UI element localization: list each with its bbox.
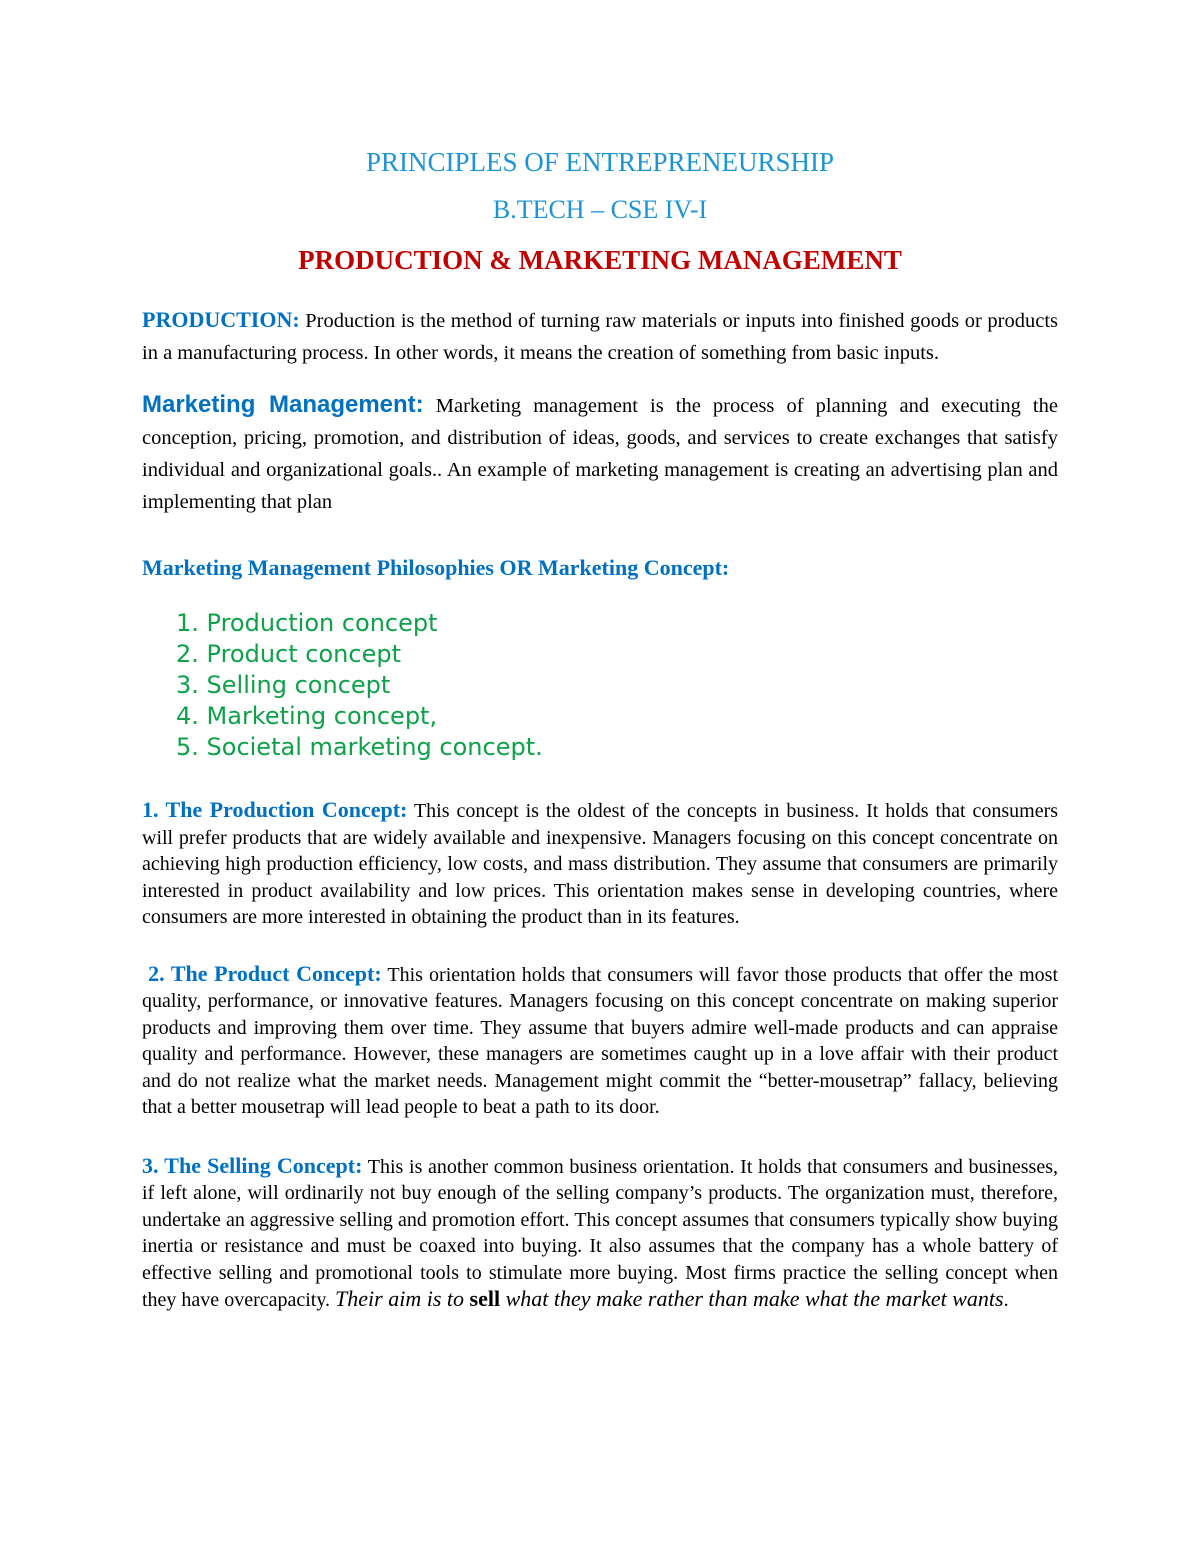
production-paragraph — [142, 304, 1058, 369]
production-concept-text: This concept is the oldest of the concepts in business. It holds that consumers will prefer products that are widely available and inexpensive. Managers focusing on this concept concentrate on achieving high production efficiency, low costs, and mass distribution. They assume that consumers are primarily interested in product availability and low prices. This orientation makes sense in developing countries, where consumers are more interested in obtaining the product than in its features. — [142, 800, 1059, 928]
concepts-list — [142, 608, 1058, 763]
list-item: 1. Production concept — [176, 609, 438, 637]
document-page — [142, 140, 1058, 1314]
marketing-management-label: Marketing Management: — [142, 391, 424, 418]
product-concept-label: 2. The Product Concept: — [148, 960, 382, 986]
selling-concept-label: 3. The Selling Concept: — [142, 1152, 363, 1178]
document-title: PRINCIPLES OF ENTREPRENEURSHIP — [365, 147, 835, 177]
selling-concept-text: This is another common business orientation. It holds that consumers and businesses, if left alone, will ordinarily not buy enough of the selling company’s products. The organization must, therefore, undertake an aggressive selling and promotion effort. This concept assumes that consumers typically show buying inertia or resistance and must be coaxed into buying. It also assumes that the company has a whole battery of effective selling and promotional tools to stimulate more buying. Most firms practice the selling concept when they have overcapacity. — [142, 1155, 1059, 1311]
philosophies-heading: Marketing Management Philosophies OR Marketing Concept: — [142, 555, 730, 580]
document-subtitle: B.TECH – CSE IV-I — [492, 195, 708, 224]
list-item: 2. Product concept — [176, 640, 401, 668]
selling-concept-italic-after: what they make rather than make what the market wants — [500, 1286, 1004, 1311]
title-block — [142, 140, 1058, 284]
list-item: 5. Societal marketing concept. — [176, 733, 543, 761]
list-item: 3. Selling concept — [176, 671, 391, 699]
selling-concept-end: . — [1003, 1289, 1009, 1311]
product-concept-text: This orientation holds that consumers will favor those products that offer the most quality, performance, or innovative features. Managers focusing on this concept concentrate on making superior products and improving them over time. They assume that buyers admire well-made products and can appraise quality and performance. However, these managers are sometimes caught up in a love affair with their product and do not realize what the market needs. Management might commit the “better-mousetrap” fallacy, believing that a better mousetrap will lead people to beat a path to its door. — [142, 963, 1058, 1118]
marketing-management-text: Marketing management is the process of planning and executing the conception, pricing, promotion, and distribution of ideas, goods, and services to create exchanges that satisfy individual and organizational goals.. An example of marketing management is creating an advertising plan and implementing that plan — [142, 395, 1058, 513]
production-concept-label: 1. The Production Concept: — [142, 797, 408, 822]
selling-concept-paragraph — [142, 1153, 1058, 1314]
production-text: Production is the method of turning raw materials or inputs into finished goods or products in a manufacturing process. In other words, it means the creation of something from basic inputs. — [142, 310, 1058, 364]
marketing-management-paragraph — [142, 389, 1058, 518]
list-item: 4. Marketing concept, — [176, 702, 438, 730]
production-concept-paragraph — [142, 797, 1058, 931]
selling-concept-italic-before: Their aim is to — [335, 1286, 470, 1311]
section-heading: PRODUCTION & MARKETING MANAGEMENT — [298, 245, 902, 275]
production-label: PRODUCTION: — [142, 307, 300, 332]
product-concept-paragraph — [142, 961, 1058, 1121]
selling-concept-bold-word: sell — [469, 1286, 501, 1311]
